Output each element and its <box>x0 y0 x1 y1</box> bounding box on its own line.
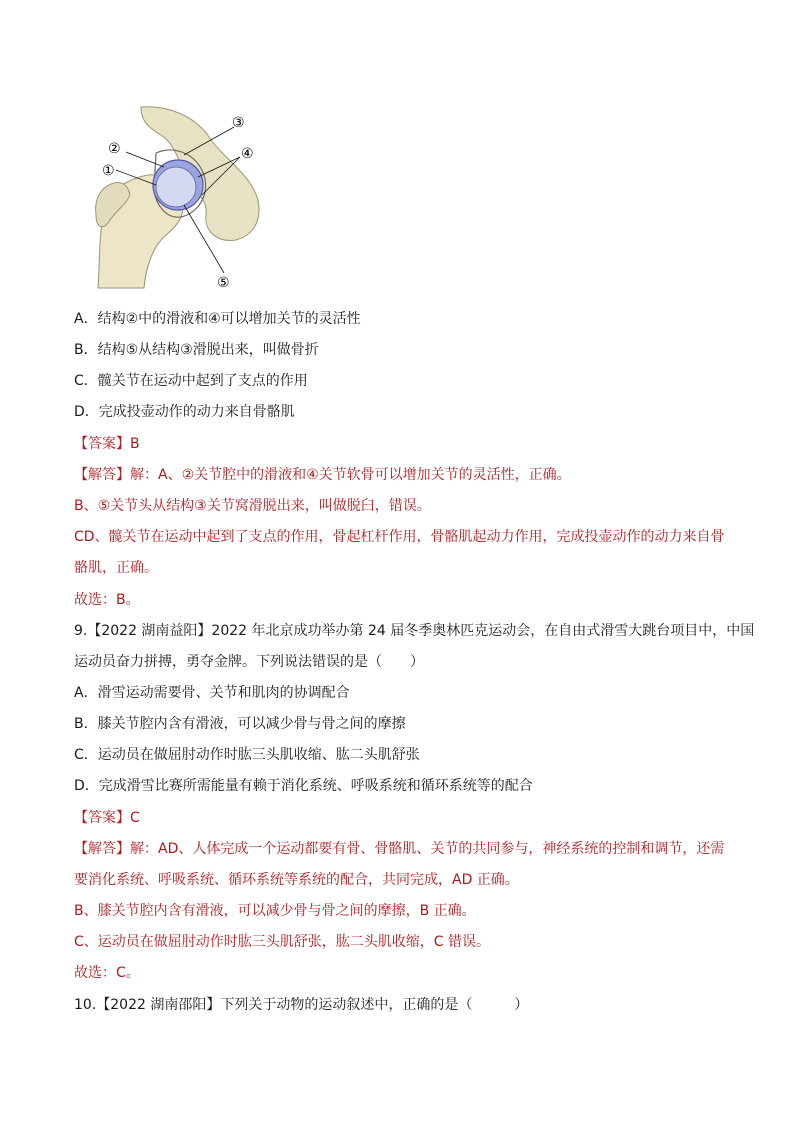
q9-analysis-line-4: C、运动员在做屈肘动作时肱三头肌舒张，肱二头肌收缩，C 错误。 <box>74 934 490 950</box>
q8-analysis-text-1: 解：A、②关节腔中的滑液和④关节软骨可以增加关节的灵活性，正确。 <box>130 467 571 483</box>
q9-analysis-line-1 <box>74 839 734 859</box>
figure-label-4: ④ <box>241 146 254 162</box>
hip-joint-diagram <box>86 105 266 290</box>
q9-analysis-line-5: 故选：C。 <box>74 965 140 981</box>
figure-label-2: ② <box>108 141 121 157</box>
q8-analysis-line-4: 骼肌，正确。 <box>74 560 158 576</box>
q9-stem-line-1: 9.【2022 湖南益阳】2022 年北京成功举办第 24 届冬季奥林匹克运动会，在自由式滑雪大跳台项目中，中国 <box>74 623 755 639</box>
q8-option-b: B．结构⑤从结构③滑脱出来，叫做骨折 <box>74 342 319 358</box>
figure-label-5: ⑤ <box>217 275 230 290</box>
q8-option-a: A．结构②中的滑液和④可以增加关节的灵活性 <box>74 311 361 327</box>
q9-stem-line-2: 运动员奋力拼搏，勇夺金牌。下列说法错误的是（ ） <box>74 654 424 670</box>
q9-option-b: B．膝关节腔内含有滑液，可以减少骨与骨之间的摩擦 <box>74 716 406 732</box>
q9-analysis-tag: 【解答】 <box>74 841 130 857</box>
figure-label-1: ① <box>102 163 115 179</box>
q8-analysis-line-2: B、⑤关节头从结构③关节窝滑脱出来，叫做脱臼，错误。 <box>74 498 431 514</box>
q8-analysis-line-1 <box>74 465 734 485</box>
q8-analysis-line-3: CD、髋关节在运动中起到了支点的作用，骨起杠杆作用，骨骼肌起动力作用，完成投壶动作的动力来自骨 <box>74 529 725 545</box>
q9-answer-value: C <box>130 810 140 826</box>
q8-option-c: C．髋关节在运动中起到了支点的作用 <box>74 373 308 389</box>
q9-analysis-line-3: B、膝关节腔内含有滑液，可以减少骨与骨之间的摩擦，B 正确。 <box>74 903 476 919</box>
q10-stem: 10.【2022 湖南邵阳】下列关于动物的运动叙述中，正确的是（ ） <box>74 997 529 1013</box>
q9-answer-tag: 【答案】 <box>74 810 130 826</box>
q9-answer-line <box>74 808 734 828</box>
hip-joint-figure <box>86 105 266 290</box>
q9-analysis-line-2: 要消化系统、呼吸系统、循环系统等系统的配合，共同完成，AD 正确。 <box>74 872 519 888</box>
q8-option-d: D．完成投壶动作的动力来自骨骼肌 <box>74 404 295 420</box>
q9-option-d: D．完成滑雪比赛所需能量有赖于消化系统、呼吸系统和循环系统等的配合 <box>74 778 533 794</box>
q8-analysis-line-5: 故选：B。 <box>74 592 140 608</box>
q9-option-c: C．运动员在做屈肘动作时肱三头肌收缩、肱二头肌舒张 <box>74 747 420 763</box>
q9-analysis-text-1: 解：AD、人体完成一个运动都要有骨、骨骼肌、关节的共同参与，神经系统的控制和调节，还需 <box>130 841 725 857</box>
q8-answer-tag: 【答案】 <box>74 436 130 452</box>
q8-analysis-tag: 【解答】 <box>74 467 130 483</box>
q8-answer-line <box>74 434 734 454</box>
q9-option-a: A．滑雪运动需要骨、关节和肌肉的协调配合 <box>74 685 350 701</box>
q8-answer-value: B <box>130 436 140 452</box>
figure-label-3: ③ <box>232 115 245 131</box>
